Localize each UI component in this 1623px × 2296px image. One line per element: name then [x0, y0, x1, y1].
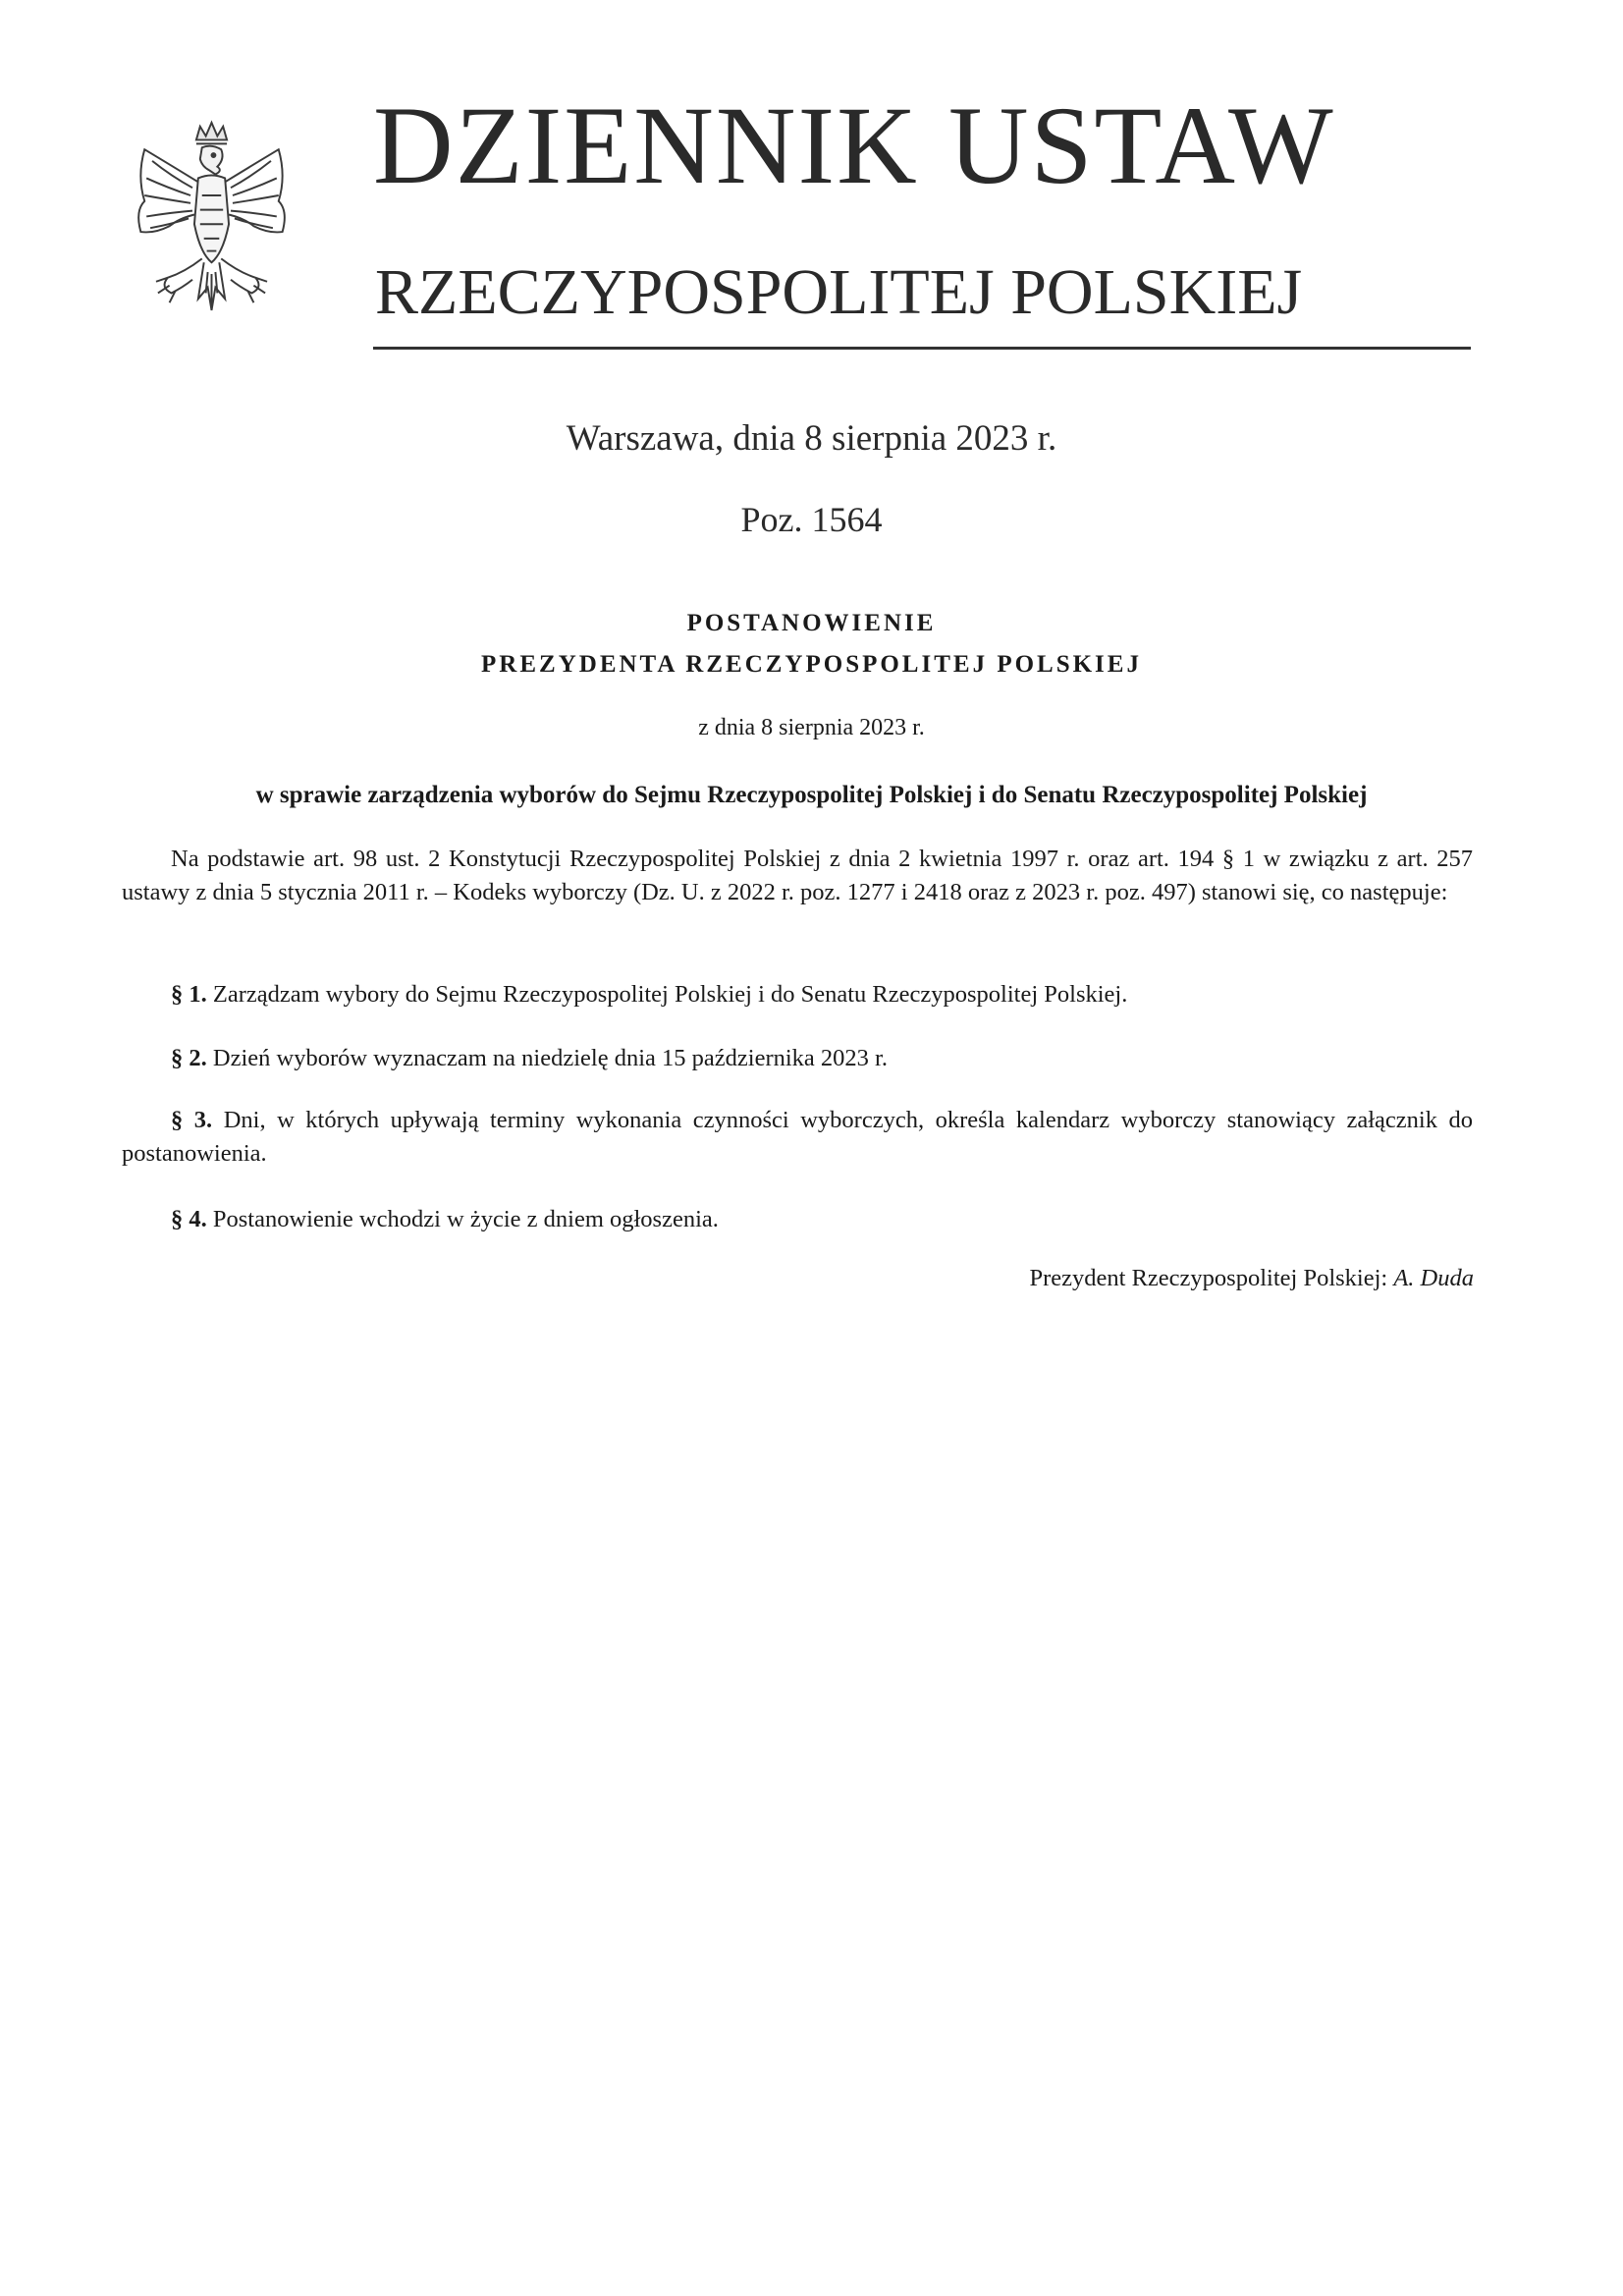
issue-date: Warszawa, dnia 8 sierpnia 2023 r.: [566, 418, 1057, 459]
paragraph-4: [122, 1203, 1473, 1236]
paragraph-2: [122, 1042, 1473, 1075]
paragraph-number: § 2.: [171, 1045, 207, 1071]
paragraph-number: § 4.: [171, 1206, 207, 1232]
polish-eagle-emblem-icon: [116, 116, 307, 352]
paragraph-3: [122, 1104, 1473, 1171]
act-subject: w sprawie zarządzenia wyborów do Sejmu Rzeczypospolitej Polskiej i do Senatu Rzeczypospolitej Polskiej: [255, 782, 1368, 808]
act-type-heading: POSTANOWIENIE: [686, 610, 937, 636]
masthead-title: DZIENNIK USTAW: [373, 84, 1335, 207]
act-issuer-heading: PREZYDENTA RZECZYPOSPOLITEJ POLSKIEJ: [481, 651, 1142, 678]
paragraph-text: Dni, w których upływają terminy wykonania czynności wyborczych, określa kalendarz wyborczy stanowiący załącznik do postanowienia.: [122, 1107, 1474, 1167]
paragraph-text: Zarządzam wybory do Sejmu Rzeczypospolitej Polskiej i do Senatu Rzeczypospolitej Polskiej.: [212, 981, 1128, 1008]
paragraph-text: Postanowienie wchodzi w życie z dniem ogłoszenia.: [212, 1206, 719, 1232]
masthead-subtitle: RZECZYPOSPOLITEJ POLSKIEJ: [375, 256, 1303, 328]
paragraph-number: § 3.: [171, 1107, 213, 1133]
act-date: z dnia 8 sierpnia 2023 r.: [698, 715, 925, 740]
preamble-paragraph: Na podstawie art. 98 ust. 2 Konstytucji Rzeczypospolitej Polskiej z dnia 2 kwietnia 1997 r. oraz art. 194 § 1 w związku z art. 257 ustawy z dnia 5 stycznia 2011 r. – Kodeks wyborczy (Dz. U. z 2022 r. poz. 1277 i 2418 oraz z 2023 r. poz. 497) stanowi się, co następuje:: [122, 846, 1473, 905]
paragraph-text: Dzień wyborów wyznaczam na niedzielę dnia 15 października 2023 r.: [212, 1045, 888, 1071]
masthead-divider: [373, 347, 1471, 350]
signature-title: Prezydent Rzeczypospolitej Polskiej:: [1029, 1265, 1388, 1291]
position-number: Poz. 1564: [740, 500, 883, 539]
signature-block: [1030, 1265, 1475, 1292]
signature-name: A. Duda: [1393, 1265, 1474, 1291]
paragraph-1: [122, 978, 1473, 1011]
paragraph-number: § 1.: [171, 981, 207, 1008]
